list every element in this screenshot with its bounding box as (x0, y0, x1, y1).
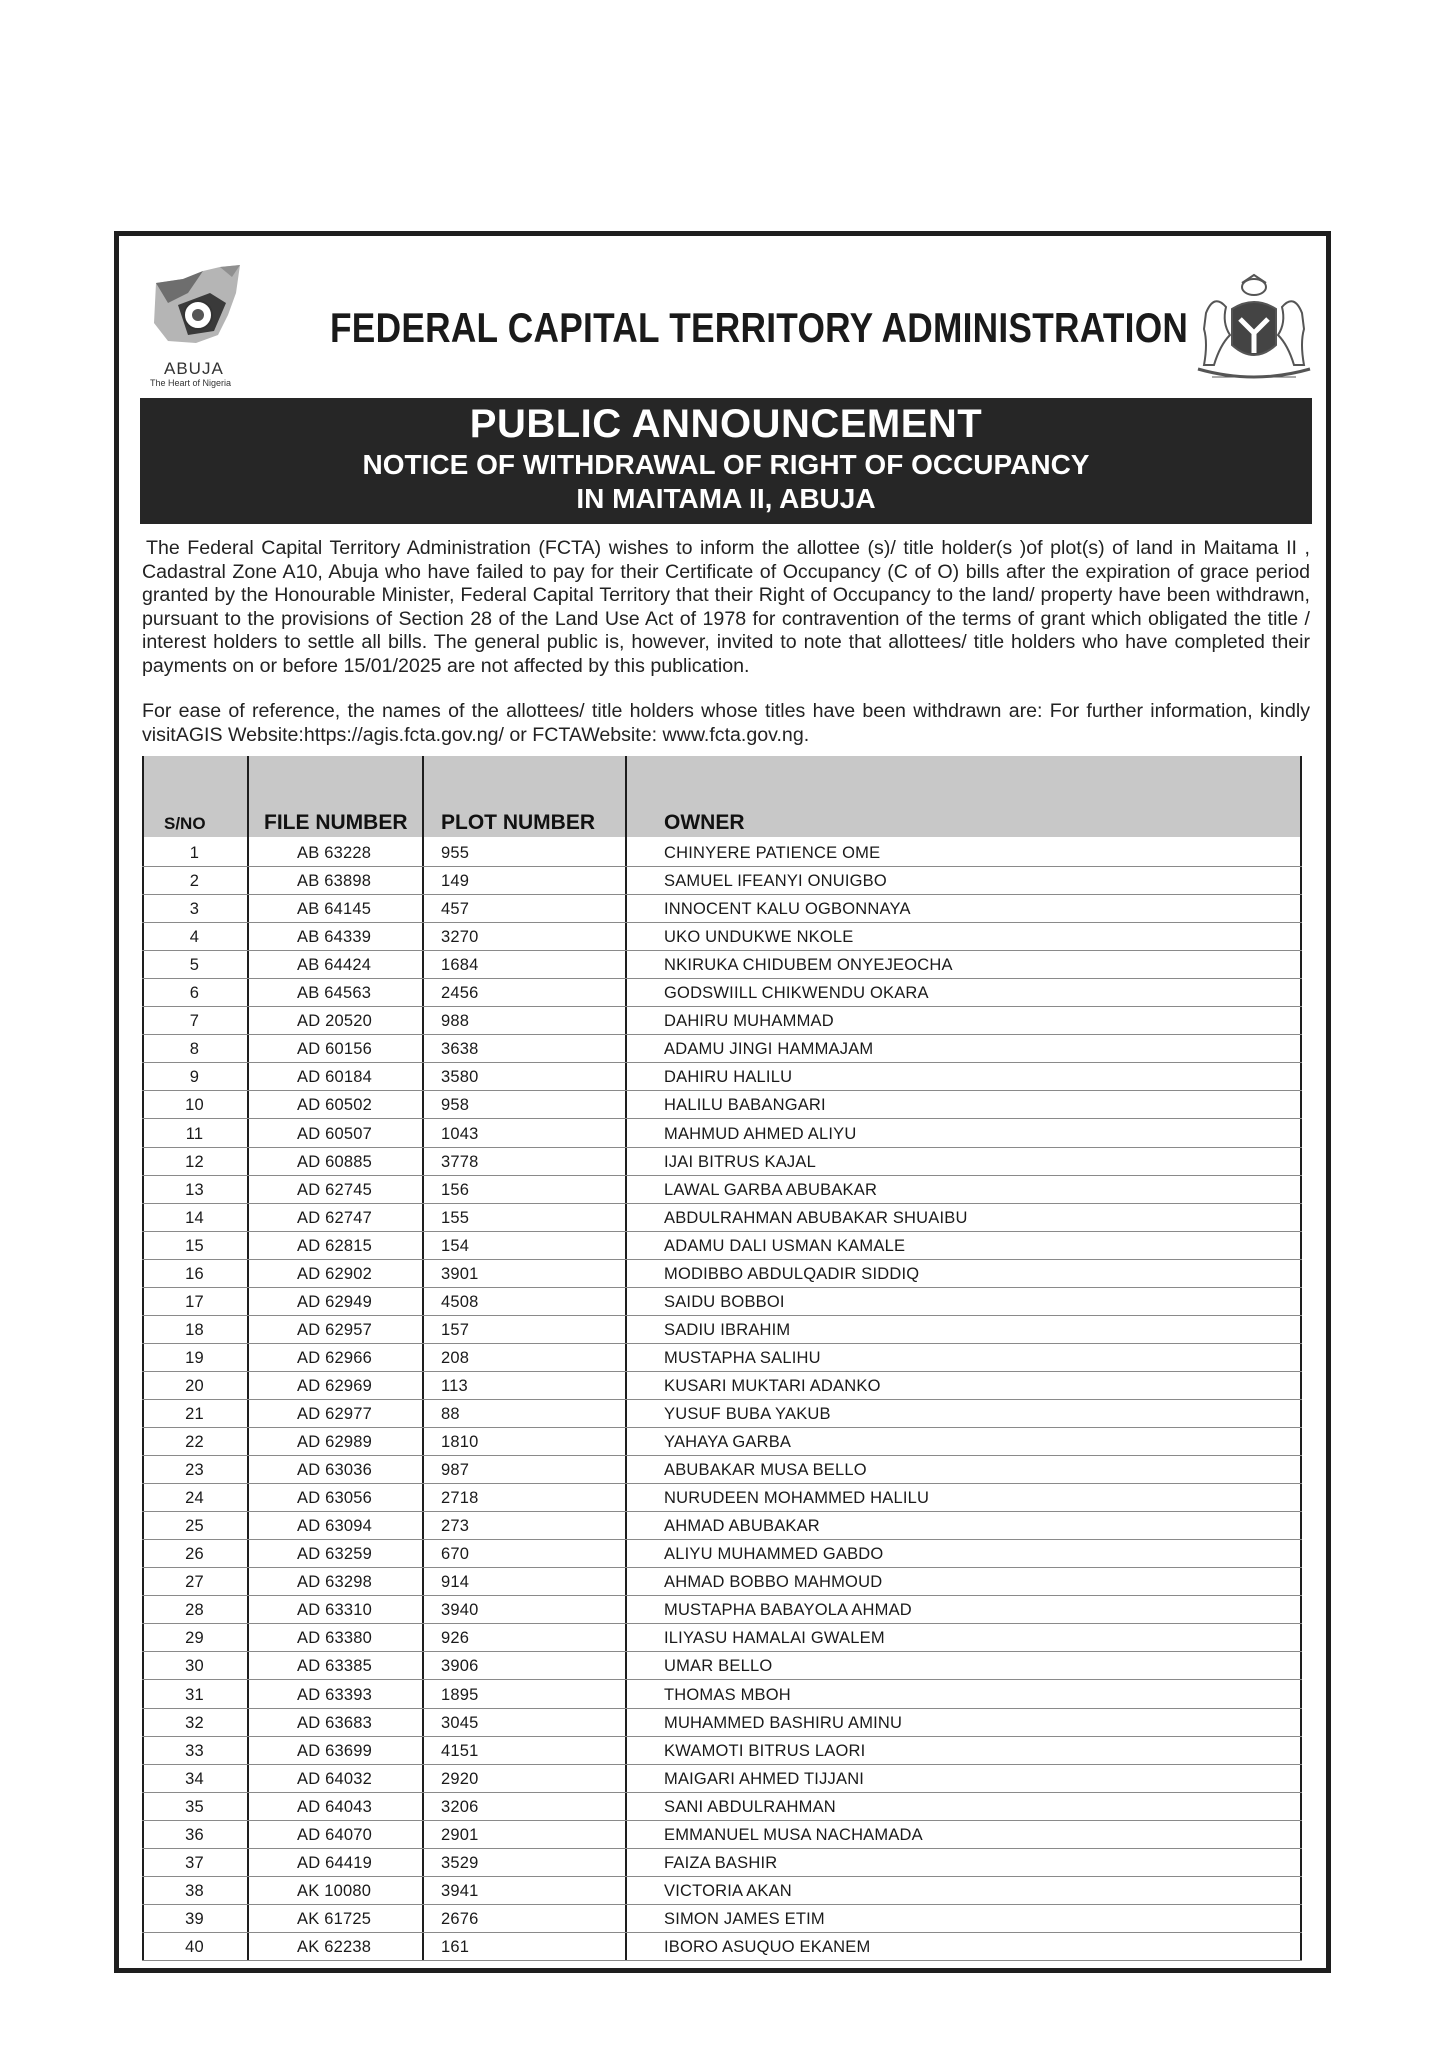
sno-cell: 2 (189, 872, 200, 891)
file-number-cell: AB 63228 (297, 844, 372, 862)
file-number-cell: AD 63036 (297, 1461, 372, 1480)
plot-number-cell: 88 (441, 1405, 460, 1423)
owner-cell: ALIYU MUHAMMED GABDO (664, 1545, 884, 1564)
logo-tagline: The Heart of Nigeria (150, 378, 232, 388)
sno-cell: 6 (189, 984, 200, 1003)
table-row (142, 1316, 1302, 1344)
table-row (142, 1849, 1302, 1877)
file-number-cell: AD 64070 (297, 1825, 372, 1844)
table-row (142, 1681, 1302, 1709)
plot-number-cell: 208 (441, 1348, 470, 1367)
owner-cell: MODIBBO ABDULQADIR SIDDIQ (664, 1264, 920, 1283)
sno-cell: 40 (185, 1937, 204, 1956)
table-row (142, 1568, 1302, 1596)
file-number-cell: AB 64145 (297, 900, 372, 919)
file-number-cell: AD 62977 (297, 1405, 372, 1423)
sno-cell: 33 (185, 1741, 204, 1760)
table-row (142, 1148, 1302, 1176)
plot-number-cell: 157 (441, 1320, 470, 1339)
plot-number-cell: 3206 (441, 1797, 479, 1816)
file-number-cell: AB 63898 (297, 872, 372, 891)
owner-cell: LAWAL GARBA ABUBAKAR (664, 1180, 878, 1199)
file-number-cell: AK 62238 (297, 1937, 372, 1956)
plot-number-cell: 3941 (441, 1881, 479, 1900)
file-number-cell: AD 62966 (297, 1348, 372, 1367)
owner-cell: MUSTAPHA BABAYOLA AHMAD (664, 1601, 912, 1620)
logo-text: ABUJA (164, 359, 224, 378)
plot-number-cell: 987 (441, 1461, 470, 1480)
sno-cell: 8 (189, 1040, 200, 1059)
owner-cell: ILIYASU HAMALAI GWALEM (664, 1629, 885, 1648)
plot-number-cell: 988 (441, 1012, 470, 1031)
banner-title: PUBLIC ANNOUNCEMENT (469, 402, 983, 446)
plot-number-cell: 3778 (441, 1152, 479, 1171)
plot-number-cell: 457 (441, 900, 470, 919)
coat-of-arms-icon (1192, 273, 1316, 391)
sno-cell: 25 (185, 1517, 204, 1536)
sno-cell: 5 (189, 956, 200, 975)
owner-cell: AHMAD ABUBAKAR (664, 1517, 820, 1536)
owner-cell: FAIZA BASHIR (664, 1853, 778, 1872)
sno-cell: 23 (185, 1461, 204, 1480)
plot-number-cell: 2920 (441, 1769, 479, 1788)
owner-cell: GODSWIILL CHIKWENDU OKARA (664, 984, 929, 1003)
sno-cell: 12 (185, 1152, 204, 1171)
sno-cell: 7 (189, 1012, 200, 1031)
file-number-cell: AD 63683 (297, 1713, 372, 1732)
file-number-cell: AD 63056 (297, 1489, 372, 1508)
announcement-body (142, 537, 1310, 747)
header-owner: OWNER (664, 811, 745, 834)
file-number-cell: AD 62949 (297, 1292, 372, 1311)
plot-number-cell: 3638 (441, 1040, 479, 1059)
abuja-map-icon (148, 263, 248, 359)
banner-subtitle-line1: NOTICE OF WITHDRAWAL OF RIGHT OF OCCUPANCY (362, 449, 1090, 480)
owner-cell: AHMAD BOBBO MAHMOUD (664, 1573, 883, 1592)
plot-number-cell: 1895 (441, 1685, 479, 1704)
file-number-cell: AD 63094 (297, 1517, 372, 1536)
plot-number-cell: 2676 (441, 1909, 479, 1928)
owner-cell: CHINYERE PATIENCE OME (664, 844, 881, 862)
announcement-banner (140, 398, 1312, 524)
plot-number-cell: 2901 (441, 1825, 479, 1844)
plot-number-cell: 1684 (441, 956, 479, 975)
sno-cell: 28 (185, 1601, 204, 1620)
sno-cell: 35 (185, 1797, 204, 1816)
sno-cell: 4 (189, 928, 200, 947)
owner-cell: UMAR BELLO (664, 1657, 773, 1676)
sno-cell: 32 (185, 1713, 204, 1732)
plot-number-cell: 149 (441, 872, 470, 891)
owner-cell: UKO UNDUKWE NKOLE (664, 928, 854, 947)
owner-cell: KWAMOTI BITRUS LAORI (664, 1741, 866, 1760)
table-row (142, 1877, 1302, 1905)
owner-cell: MUHAMMED BASHIRU AMINU (664, 1713, 903, 1732)
file-number-cell: AD 60156 (297, 1040, 372, 1059)
file-number-cell: AD 63259 (297, 1545, 372, 1564)
owner-cell: EMMANUEL MUSA NACHAMADA (664, 1825, 923, 1844)
owner-cell: THOMAS MBOH (664, 1685, 791, 1704)
abuja-logo (148, 263, 258, 388)
file-number-cell: AD 62747 (297, 1208, 372, 1227)
table-row (142, 1176, 1302, 1204)
sno-cell: 26 (185, 1545, 204, 1564)
owner-cell: HALILU BABANGARI (664, 1096, 826, 1115)
file-number-cell: AD 62989 (297, 1433, 372, 1452)
owner-cell: IBORO ASUQUO EKANEM (664, 1937, 871, 1956)
table-row (142, 1035, 1302, 1063)
sno-cell: 16 (185, 1264, 204, 1283)
plot-number-cell: 154 (441, 1236, 470, 1255)
sno-cell: 37 (185, 1853, 204, 1872)
sno-cell: 22 (185, 1433, 204, 1452)
sno-cell: 34 (185, 1769, 204, 1788)
file-number-cell: AD 62957 (297, 1320, 372, 1339)
banner-subtitle-line2: IN MAITAMA II, ABUJA (576, 483, 876, 514)
plot-number-cell: 1810 (441, 1433, 479, 1452)
sno-cell: 27 (185, 1573, 204, 1592)
sno-cell: 19 (185, 1348, 204, 1367)
owner-cell: MAIGARI AHMED TIJJANI (664, 1769, 865, 1788)
plot-number-cell: 1043 (441, 1124, 479, 1143)
plot-number-cell: 4508 (441, 1292, 479, 1311)
file-number-cell: AD 60885 (297, 1152, 372, 1171)
table-row (142, 1232, 1302, 1260)
plot-number-cell: 914 (441, 1573, 470, 1592)
plot-number-cell: 113 (441, 1376, 468, 1395)
table-row (142, 1933, 1302, 1961)
header-sno: S/NO (164, 814, 206, 833)
sno-cell: 24 (185, 1489, 204, 1508)
header-file-number: FILE NUMBER (264, 811, 408, 834)
table-row (142, 1624, 1302, 1652)
owner-cell: SANI ABDULRAHMAN (664, 1797, 836, 1816)
owner-cell: NKIRUKA CHIDUBEM ONYEJEOCHA (664, 956, 953, 975)
body-paragraph-2: For ease of reference, the names of the allottees/ title holders whose titles have been withdrawn are: For further information, kindly visitAGIS Website:https://agis.fcta.gov.ng/ or FCTAWebsite: www.fcta.gov.ng. (142, 700, 1310, 746)
owner-cell: MUSTAPHA SALIHU (664, 1348, 821, 1367)
table-row (142, 867, 1302, 895)
sno-cell: 15 (185, 1236, 204, 1255)
org-title: FEDERAL CAPITAL TERRITORY ADMINISTRATION (330, 304, 1189, 351)
owner-cell: SAIDU BOBBOI (664, 1292, 785, 1311)
table-row (142, 979, 1302, 1007)
table-row (142, 1540, 1302, 1568)
owner-cell: NURUDEEN MOHAMMED HALILU (664, 1489, 930, 1508)
sno-cell: 31 (185, 1685, 204, 1704)
table-row (142, 1709, 1302, 1737)
file-number-cell: AB 64339 (297, 928, 372, 947)
table-row (142, 1793, 1302, 1821)
file-number-cell: AK 61725 (297, 1909, 372, 1928)
file-number-cell: AD 20520 (297, 1012, 372, 1031)
file-number-cell: AD 62902 (297, 1264, 372, 1283)
owner-cell: ADAMU JINGI HAMMAJAM (664, 1040, 874, 1059)
owner-cell: YUSUF BUBA YAKUB (664, 1405, 831, 1423)
sno-cell: 21 (185, 1405, 204, 1423)
sno-cell: 39 (185, 1909, 204, 1928)
allottees-table (142, 756, 1302, 1961)
file-number-cell: AD 64419 (297, 1853, 372, 1872)
owner-cell: ABUBAKAR MUSA BELLO (664, 1461, 867, 1480)
file-number-cell: AD 60507 (297, 1124, 372, 1143)
owner-cell: VICTORIA AKAN (664, 1881, 792, 1900)
table-row (142, 951, 1302, 979)
file-number-cell: AD 64043 (297, 1797, 372, 1816)
sno-cell: 29 (185, 1629, 204, 1648)
file-number-cell: AB 64563 (297, 984, 372, 1003)
plot-number-cell: 155 (441, 1208, 470, 1227)
table-row (142, 1344, 1302, 1372)
header-plot-number: PLOT NUMBER (441, 811, 595, 834)
sno-cell: 36 (185, 1825, 204, 1844)
sno-cell: 18 (185, 1320, 204, 1339)
sno-cell: 13 (185, 1180, 204, 1199)
plot-number-cell: 273 (441, 1517, 470, 1536)
owner-cell: SAMUEL IFEANYI ONUIGBO (664, 872, 887, 891)
file-number-cell: AD 63699 (297, 1741, 372, 1760)
plot-number-cell: 3529 (441, 1853, 479, 1872)
table-row (142, 1484, 1302, 1512)
table-row (142, 1512, 1302, 1540)
plot-number-cell: 4151 (441, 1741, 479, 1760)
table-row (142, 1260, 1302, 1288)
plot-number-cell: 3901 (441, 1264, 479, 1283)
table-row (142, 1456, 1302, 1484)
sno-cell: 30 (185, 1657, 204, 1676)
row-divider (142, 1960, 1302, 1961)
plot-number-cell: 926 (441, 1629, 470, 1648)
file-number-cell: AD 63310 (297, 1601, 372, 1620)
table-row (142, 1905, 1302, 1933)
table-row (142, 1372, 1302, 1400)
table-row (142, 1737, 1302, 1765)
file-number-cell: AD 63380 (297, 1629, 372, 1648)
table-row (142, 895, 1302, 923)
file-number-cell: AD 62745 (297, 1180, 372, 1199)
table-row (142, 1652, 1302, 1680)
plot-number-cell: 3270 (441, 928, 479, 947)
table-row (142, 1765, 1302, 1793)
file-number-cell: AD 60184 (297, 1068, 372, 1087)
plot-number-cell: 161 (441, 1937, 470, 1956)
owner-cell: SADIU IBRAHIM (664, 1320, 791, 1339)
owner-cell: IJAI BITRUS KAJAL (664, 1152, 816, 1171)
table-row (142, 839, 1302, 867)
table-row (142, 1596, 1302, 1624)
table-row (142, 1091, 1302, 1119)
owner-cell: KUSARI MUKTARI ADANKO (664, 1376, 881, 1395)
table-row (142, 1120, 1302, 1148)
table-row (142, 1428, 1302, 1456)
body-paragraph-1: The Federal Capital Territory Administration (FCTA) wishes to inform the allottee (s)/ title holder(s )of plot(s) of land in Maitama II , Cadastral Zone A10, Abuja who have failed to pay for their Certificate of Occupancy (C of O) bills after the expiration of grace period granted by the Honourable Minister, Federal Capital Territory that their Right of Occupancy to the land/ property have been withdrawn, pursuant to the provisions of Section 28 of the Land Use Act of 1978 for contravention of the terms of grant which obligated the title / interest holders to settle all bills. The general public is, however, invited to note that allottees/ title holders who have completed their payments on or before 15/01/2025 are not affected by this publication. (142, 537, 1310, 677)
plot-number-cell: 156 (441, 1180, 470, 1199)
sno-cell: 3 (189, 900, 200, 919)
owner-cell: ABDULRAHMAN ABUBAKAR SHUAIBU (664, 1208, 968, 1227)
file-number-cell: AD 63298 (297, 1573, 372, 1592)
table-row (142, 1063, 1302, 1091)
owner-cell: INNOCENT KALU OGBONNAYA (664, 900, 911, 919)
table-row (142, 1007, 1302, 1035)
plot-number-cell: 3940 (441, 1601, 479, 1620)
owner-cell: DAHIRU HALILU (664, 1068, 793, 1087)
table-row (142, 1204, 1302, 1232)
plot-number-cell: 2456 (441, 984, 479, 1003)
table-row (142, 1288, 1302, 1316)
sno-cell: 10 (185, 1096, 204, 1115)
file-number-cell: AD 63385 (297, 1657, 372, 1676)
file-number-cell: AD 62969 (297, 1376, 372, 1395)
owner-cell: YAHAYA GARBA (664, 1433, 792, 1452)
sno-cell: 20 (185, 1376, 204, 1395)
file-number-cell: AK 10080 (297, 1881, 372, 1900)
sno-cell: 38 (185, 1881, 204, 1900)
sno-cell: 9 (189, 1068, 200, 1087)
sno-cell: 17 (185, 1292, 204, 1311)
table-row (142, 1821, 1302, 1849)
plot-number-cell: 2718 (441, 1489, 479, 1508)
file-number-cell: AB 64424 (297, 956, 372, 975)
file-number-cell: AD 62815 (297, 1236, 372, 1255)
owner-cell: DAHIRU MUHAMMAD (664, 1012, 834, 1031)
owner-cell: ADAMU DALI USMAN KAMALE (664, 1236, 906, 1255)
owner-cell: MAHMUD AHMED ALIYU (664, 1124, 857, 1143)
file-number-cell: AD 64032 (297, 1769, 372, 1788)
plot-number-cell: 670 (441, 1545, 470, 1564)
plot-number-cell: 3045 (441, 1713, 479, 1732)
sno-cell: 1 (189, 844, 200, 862)
plot-number-cell: 955 (441, 844, 470, 862)
owner-cell: SIMON JAMES ETIM (664, 1909, 825, 1928)
sno-cell: 14 (185, 1208, 204, 1227)
file-number-cell: AD 63393 (297, 1685, 372, 1704)
table-row (142, 1400, 1302, 1428)
table-row (142, 923, 1302, 951)
plot-number-cell: 3580 (441, 1068, 479, 1087)
sno-cell: 11 (185, 1124, 204, 1143)
file-number-cell: AD 60502 (297, 1096, 372, 1115)
plot-number-cell: 3906 (441, 1657, 479, 1676)
plot-number-cell: 958 (441, 1096, 470, 1115)
